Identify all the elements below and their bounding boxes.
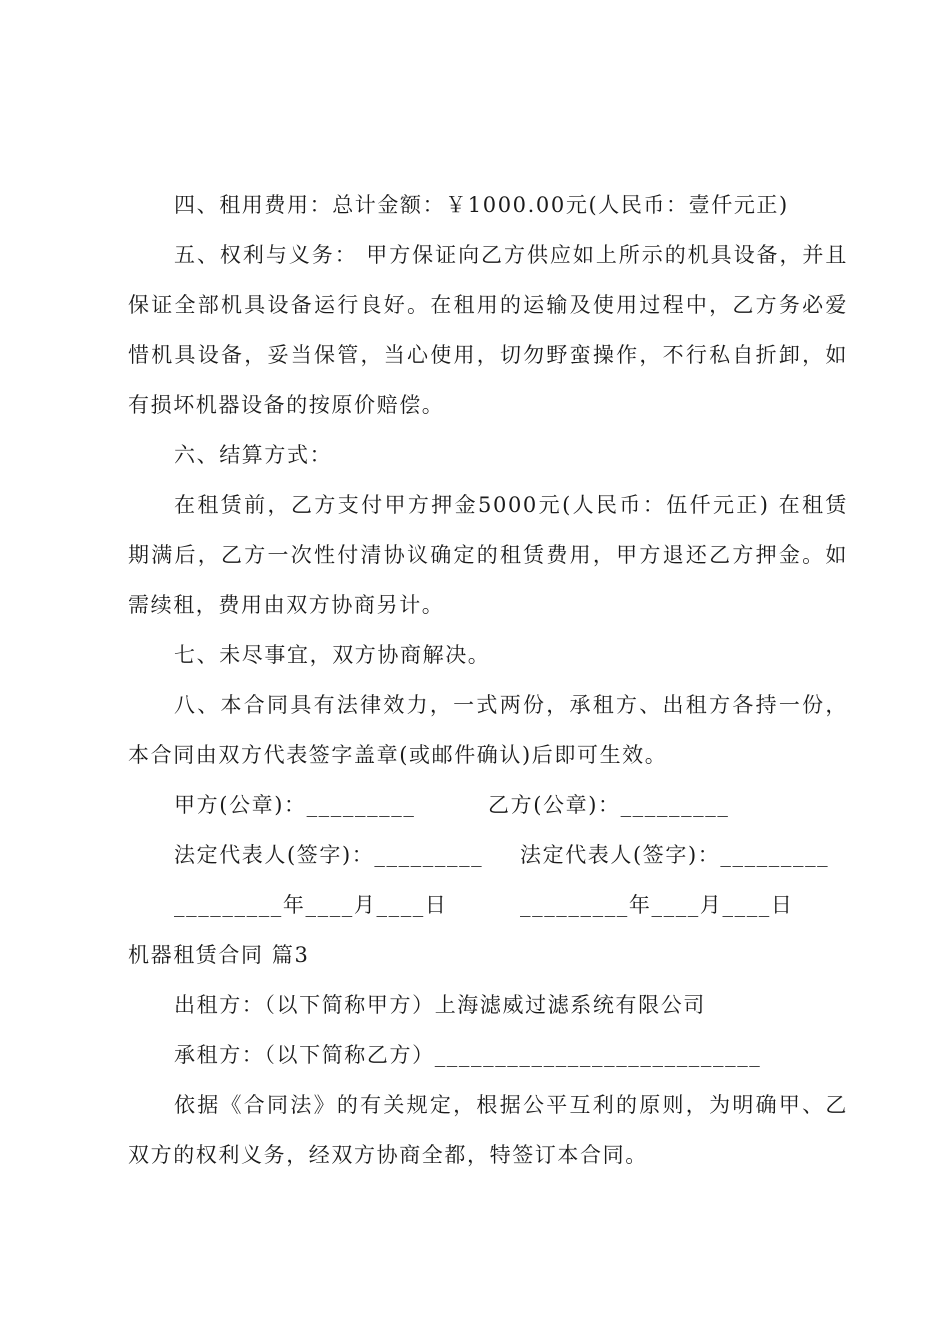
preamble-line-2: 双方的权利义务，经双方协商全都，特签订本合同。 [128,1143,648,1167]
party-b-representative: 法定代表人(签字)：_________ [520,843,830,867]
lessee-line: 承租方：（以下简称乙方）___________________________ [174,1043,762,1067]
clause-six-title: 六、结算方式： [174,443,333,467]
lessor-line: 出租方：（以下简称甲方）上海滤威过滤系统有限公司 [174,993,706,1017]
preamble-line-1: 依据《合同法》的有关规定，根据公平互利的原则，为明确甲、乙 [174,1093,848,1117]
clause-six-line-3: 需续租，费用由双方协商另计。 [128,593,445,617]
party-b-date: _________年____月____日 [520,893,794,917]
clause-six-line-2: 期满后，乙方一次性付清协议确定的租赁费用，甲方退还乙方押金。如 [128,543,848,567]
clause-four-fee: 四、租用费用：总计金额：￥1000.00元(人民币：壹仟元正) [174,193,789,217]
party-a-representative: 法定代表人(签字)：_________ [174,843,484,867]
party-a-seal: 甲方(公章)：_________ [174,793,416,817]
clause-five-line-2: 保证全部机具设备运行良好。在租用的运输及使用过程中，乙方务必爱 [128,293,848,317]
clause-eight-line-2: 本合同由双方代表签字盖章(或邮件确认)后即可生效。 [128,743,668,767]
party-a-date: _________年____月____日 [174,893,448,917]
section-title: 机器租赁合同 篇3 [128,943,310,967]
clause-six-line-1: 在租赁前，乙方支付甲方押金5000元(人民币：伍仟元正) 在租赁 [174,493,848,517]
clause-seven: 七、未尽事宜，双方协商解决。 [174,643,491,667]
clause-five-line-4: 有损坏机器设备的按原价赔偿。 [128,393,445,417]
clause-five-line-1: 五、权利与义务： 甲方保证向乙方供应如上所示的机具设备，并且 [174,243,848,267]
clause-eight-line-1: 八、本合同具有法律效力，一式两份，承租方、出租方各持一份， [174,693,848,717]
clause-five-line-3: 惜机具设备，妥当保管，当心使用，切勿野蛮操作，不行私自折卸，如 [128,343,848,367]
party-b-seal: 乙方(公章)：_________ [488,793,730,817]
